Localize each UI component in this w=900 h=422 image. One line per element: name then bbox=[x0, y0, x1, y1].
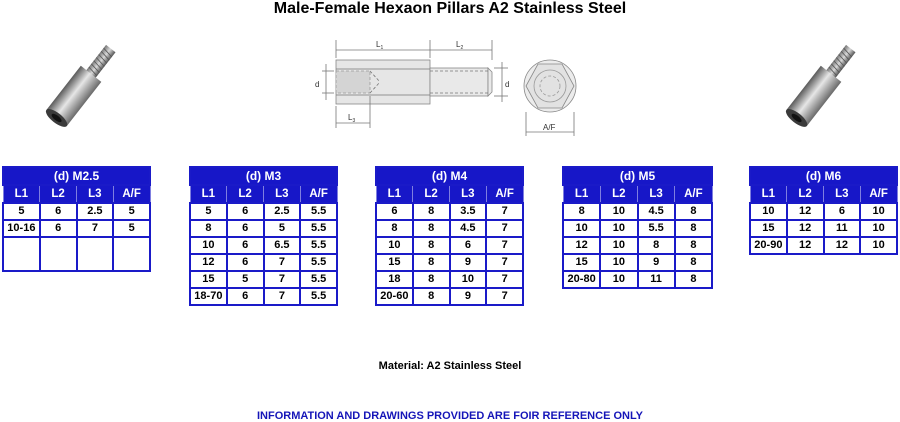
cell: 10 bbox=[376, 237, 413, 254]
table-title: (d) M4 bbox=[376, 167, 523, 185]
table-row bbox=[190, 271, 337, 288]
cell: 7 bbox=[77, 220, 114, 237]
cell: 6 bbox=[227, 288, 264, 305]
cell: 20-80 bbox=[563, 271, 600, 288]
cell: 7 bbox=[264, 254, 301, 271]
page-title: Male-Female Hexaon Pillars A2 Stainless Steel bbox=[273, 0, 627, 17]
dim-af: A/F bbox=[543, 123, 556, 132]
cell: 12 bbox=[787, 220, 824, 237]
cell: 7 bbox=[486, 203, 523, 220]
col-header: L3 bbox=[638, 185, 675, 203]
size-table-m5 bbox=[562, 166, 713, 289]
hex-pillar-image-right bbox=[770, 40, 870, 135]
cell: 15 bbox=[750, 220, 787, 237]
table-row bbox=[563, 220, 712, 237]
col-header: L2 bbox=[227, 185, 264, 203]
cell: 7 bbox=[486, 271, 523, 288]
cell: 4.5 bbox=[638, 203, 675, 220]
col-header: A/F bbox=[300, 185, 337, 203]
cell: 8 bbox=[563, 203, 600, 220]
size-table-m6 bbox=[749, 166, 898, 255]
cell: 6 bbox=[40, 203, 77, 220]
cell: 7 bbox=[486, 237, 523, 254]
col-header: L1 bbox=[190, 185, 227, 203]
col-header: L1 bbox=[376, 185, 413, 203]
dim-d-right: d bbox=[505, 80, 510, 89]
col-header: A/F bbox=[113, 185, 150, 203]
cell: 5 bbox=[113, 220, 150, 237]
cell: 7 bbox=[486, 220, 523, 237]
cell: 7 bbox=[486, 254, 523, 271]
cell: 5.5 bbox=[300, 220, 337, 237]
cell: 6 bbox=[227, 203, 264, 220]
cell: 7 bbox=[486, 288, 523, 305]
table-row bbox=[190, 220, 337, 237]
col-header: L1 bbox=[563, 185, 600, 203]
cell: 10 bbox=[190, 237, 227, 254]
table-row bbox=[3, 203, 150, 220]
cell: 7 bbox=[264, 271, 301, 288]
table-row bbox=[190, 288, 337, 305]
technical-drawing bbox=[312, 36, 587, 141]
cell: 6 bbox=[40, 220, 77, 237]
table-title: (d) M2.5 bbox=[3, 167, 150, 185]
cell: 8 bbox=[675, 254, 712, 271]
cell: 3.5 bbox=[450, 203, 487, 220]
cell: 5.5 bbox=[300, 237, 337, 254]
dim-d-left: d bbox=[315, 80, 320, 89]
dim-l1: $L_1$ bbox=[376, 40, 384, 51]
table-title: (d) M6 bbox=[750, 167, 897, 185]
cell: 10 bbox=[563, 220, 600, 237]
table-row bbox=[750, 220, 897, 237]
cell: 10 bbox=[600, 254, 637, 271]
col-header: A/F bbox=[486, 185, 523, 203]
size-table-m4 bbox=[375, 166, 524, 306]
table-row bbox=[563, 254, 712, 271]
cell: 20-60 bbox=[376, 288, 413, 305]
cell: 9 bbox=[450, 288, 487, 305]
cell: 2.5 bbox=[264, 203, 301, 220]
dim-l2: $L_2$ bbox=[456, 40, 464, 51]
cell: 5.5 bbox=[300, 203, 337, 220]
cell: 7 bbox=[264, 288, 301, 305]
table-row bbox=[750, 203, 897, 220]
col-header: L3 bbox=[264, 185, 301, 203]
table-title: (d) M5 bbox=[563, 167, 712, 185]
cell: 8 bbox=[413, 271, 450, 288]
cell: 2.5 bbox=[77, 203, 114, 220]
table-row bbox=[750, 237, 897, 254]
table-row bbox=[376, 271, 523, 288]
cell: 5 bbox=[264, 220, 301, 237]
cell: 11 bbox=[638, 271, 675, 288]
cell: 20-90 bbox=[750, 237, 787, 254]
col-header: L2 bbox=[40, 185, 77, 203]
table-row bbox=[376, 254, 523, 271]
table-row-empty bbox=[3, 237, 150, 271]
cell: 5 bbox=[190, 203, 227, 220]
cell: 6.5 bbox=[264, 237, 301, 254]
cell: 8 bbox=[190, 220, 227, 237]
table-row bbox=[563, 271, 712, 288]
cell: 8 bbox=[376, 220, 413, 237]
cell: 12 bbox=[787, 237, 824, 254]
cell: 18-70 bbox=[190, 288, 227, 305]
table-row bbox=[376, 288, 523, 305]
size-table-m2-5 bbox=[2, 166, 151, 272]
disclaimer-footer: INFORMATION AND DRAWINGS PROVIDED ARE FOIR REFERENCE ONLY bbox=[256, 410, 644, 422]
table-row bbox=[563, 203, 712, 220]
cell: 8 bbox=[638, 237, 675, 254]
cell: 10 bbox=[600, 220, 637, 237]
col-header: L2 bbox=[787, 185, 824, 203]
cell: 12 bbox=[787, 203, 824, 220]
cell: 12 bbox=[563, 237, 600, 254]
col-header: A/F bbox=[675, 185, 712, 203]
cell: 8 bbox=[413, 220, 450, 237]
cell: 8 bbox=[413, 203, 450, 220]
cell: 8 bbox=[413, 254, 450, 271]
cell: 6 bbox=[450, 237, 487, 254]
cell: 5.5 bbox=[300, 288, 337, 305]
cell: 11 bbox=[824, 220, 861, 237]
cell: 5 bbox=[3, 203, 40, 220]
cell: 5.5 bbox=[300, 254, 337, 271]
cell: 6 bbox=[227, 237, 264, 254]
cell: 9 bbox=[450, 254, 487, 271]
cell: 10 bbox=[600, 237, 637, 254]
cell: 18 bbox=[376, 271, 413, 288]
table-row bbox=[376, 220, 523, 237]
dim-l3: $L_3$ bbox=[348, 113, 356, 124]
cell: 15 bbox=[376, 254, 413, 271]
cell: 10 bbox=[450, 271, 487, 288]
table-row bbox=[3, 220, 150, 237]
col-header: L3 bbox=[77, 185, 114, 203]
col-header: A/F bbox=[860, 185, 897, 203]
table-row bbox=[563, 237, 712, 254]
col-header: L1 bbox=[3, 185, 40, 203]
cell: 8 bbox=[675, 271, 712, 288]
cell: 8 bbox=[675, 203, 712, 220]
cell: 5 bbox=[227, 271, 264, 288]
cell: 10 bbox=[860, 203, 897, 220]
table-row bbox=[376, 203, 523, 220]
table-title: (d) M3 bbox=[190, 167, 337, 185]
table-row bbox=[376, 237, 523, 254]
table-row bbox=[190, 203, 337, 220]
cell: 8 bbox=[413, 237, 450, 254]
col-header: L3 bbox=[450, 185, 487, 203]
cell: 4.5 bbox=[450, 220, 487, 237]
hex-pillar-image-left bbox=[30, 40, 130, 135]
cell: 6 bbox=[376, 203, 413, 220]
cell: 10 bbox=[750, 203, 787, 220]
size-table-m3 bbox=[189, 166, 338, 306]
cell: 5.5 bbox=[638, 220, 675, 237]
col-header: L2 bbox=[413, 185, 450, 203]
cell: 15 bbox=[190, 271, 227, 288]
material-note: Material: A2 Stainless Steel bbox=[378, 360, 522, 372]
table-row bbox=[190, 237, 337, 254]
cell: 5 bbox=[113, 203, 150, 220]
cell: 8 bbox=[675, 220, 712, 237]
cell: 5.5 bbox=[300, 271, 337, 288]
cell: 12 bbox=[190, 254, 227, 271]
cell: 12 bbox=[824, 237, 861, 254]
cell: 8 bbox=[675, 237, 712, 254]
cell: 10 bbox=[860, 237, 897, 254]
col-header: L1 bbox=[750, 185, 787, 203]
cell: 10-16 bbox=[3, 220, 40, 237]
cell: 6 bbox=[227, 254, 264, 271]
table-row bbox=[190, 254, 337, 271]
cell: 10 bbox=[600, 271, 637, 288]
cell: 15 bbox=[563, 254, 600, 271]
col-header: L2 bbox=[600, 185, 637, 203]
cell: 6 bbox=[824, 203, 861, 220]
col-header: L3 bbox=[824, 185, 861, 203]
cell: 10 bbox=[600, 203, 637, 220]
cell: 9 bbox=[638, 254, 675, 271]
cell: 8 bbox=[413, 288, 450, 305]
cell: 10 bbox=[860, 220, 897, 237]
cell: 6 bbox=[227, 220, 264, 237]
